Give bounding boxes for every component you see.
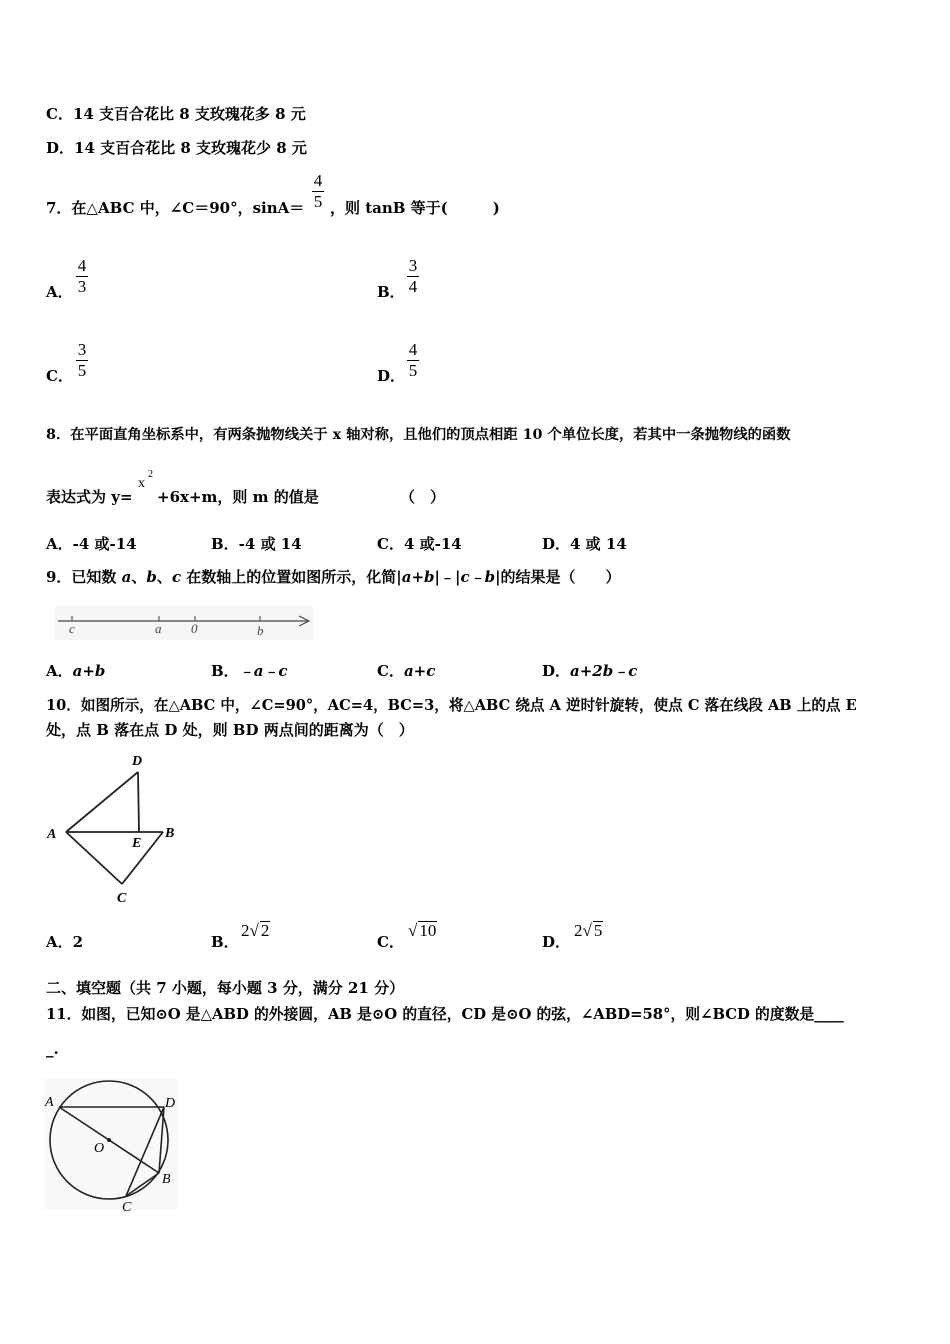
- q9-option-b-label: B．: [211, 662, 239, 680]
- q11-stem-line1: 11．如图，已知⊙O 是△ABD 的外接圆，AB 是⊙O 的直径，CD 是⊙O 的弦，∠ABD=58°，则∠BCD 的度数是____: [46, 1006, 844, 1023]
- q9-option-a: [46, 660, 105, 681]
- q9-option-c-expr: a+c: [403, 662, 436, 680]
- q8-stem-line1: 8．在平面直角坐标系中，有两条抛物线关于 x 轴对称，且他们的顶点相距 10 个单位长度，若其中一条抛物线的函数: [46, 427, 791, 443]
- q9-option-a-label: A．: [46, 662, 73, 680]
- q10-label-b: B: [165, 826, 175, 841]
- q9-stem: [46, 566, 621, 587]
- q10-segment-ad: [66, 772, 138, 832]
- q8-stem-line2-b: +6x+m，则 m 的值是: [157, 488, 319, 506]
- q8-x-variable: x: [138, 476, 145, 491]
- q10-stem-line1: 10．如图所示，在△ABC 中，∠C=90°，AC=4，BC=3，将△ABC 绕点 A 逆时针旋转，使点 C 落在线段 AB 上的点 E: [46, 697, 857, 714]
- q11-center-point: [107, 1138, 111, 1142]
- q9-option-b: [211, 660, 288, 681]
- q9-sep2: 、: [156, 568, 172, 586]
- q11-label-d: D: [165, 1096, 176, 1111]
- q10-option-a: A．2: [46, 933, 84, 951]
- q7-stem-fraction: 4 5: [313, 171, 323, 211]
- q10-option-b-coef: 2: [241, 921, 250, 940]
- q9-option-c: [377, 660, 435, 681]
- q7-option-a-label: A．: [46, 283, 73, 301]
- q9-option-d-label: D．: [542, 662, 571, 680]
- q9-number-line: [55, 606, 315, 642]
- q9-axis-label-a: a: [155, 621, 162, 636]
- q9-abs2: c﹣b: [460, 568, 496, 586]
- q10-label-e: E: [132, 836, 142, 851]
- q8-option-a: A．-4 或-14: [46, 535, 137, 553]
- section-2-title: 二、填空题（共 7 小题，每小题 3 分，满分 21 分）: [46, 979, 405, 997]
- q10-option-c-radicand: 10: [419, 921, 437, 940]
- q7-option-d-label: D．: [377, 367, 406, 385]
- q10-option-c-expr: √ 10: [408, 921, 437, 940]
- q10-label-a: A: [47, 827, 57, 842]
- q9-var-b: b: [146, 568, 157, 586]
- q9-axis-label-c: c: [69, 621, 75, 636]
- q10-option-c-label: C．: [377, 933, 404, 951]
- q9-stem-part3: |的结果是（ ）: [495, 568, 621, 586]
- q11-label-a: A: [45, 1095, 54, 1110]
- q7-option-d-fraction: 4 5: [408, 340, 418, 380]
- q9-option-d: [542, 660, 637, 681]
- q8-answer-paren: （ ）: [400, 488, 446, 506]
- q11-figure-bg: [44, 1078, 178, 1210]
- q9-option-b-expr: ﹣a﹣c: [238, 662, 288, 680]
- q8-exponent: 2: [148, 469, 153, 480]
- q10-label-d: D: [132, 754, 143, 769]
- q7-stem-b: ，则 tanB 等于( ): [330, 199, 500, 217]
- q11-figure: [42, 1078, 182, 1214]
- q8-option-b: B．-4 或 14: [211, 535, 302, 553]
- q9-axis-label-b: b: [257, 623, 264, 638]
- q10-option-b-expr: 2√ 2: [241, 921, 270, 940]
- q8-option-d: D．4 或 14: [542, 535, 627, 553]
- q10-option-d-expr: 2√ 5: [574, 921, 603, 940]
- q6-option-c: C．14 支百合花比 8 支玫瑰花多 8 元: [46, 105, 306, 123]
- q9-sep1: 、: [131, 568, 147, 586]
- q9-abs1: a+b: [401, 568, 435, 586]
- q10-segment-ac: [66, 832, 122, 884]
- q10-stem-line2: 处，点 B 落在点 D 处，则 BD 两点间的距离为（ ）: [46, 721, 414, 739]
- q9-number-line-bg: [55, 606, 313, 640]
- q10-option-b-label: B．: [211, 933, 239, 951]
- q9-var-a: a: [121, 568, 132, 586]
- q7-option-c-fraction: 3 5: [77, 340, 87, 380]
- q9-stem-part1: 9．已知数: [46, 568, 122, 586]
- q10-label-c: C: [117, 891, 127, 906]
- q11-stem-line2: _.: [46, 1040, 59, 1058]
- q6-option-d: D．14 支百合花比 8 支玫瑰花少 8 元: [46, 139, 307, 157]
- q9-stem-part2: 在数轴上的位置如图所示，化简|: [181, 568, 402, 586]
- q9-option-d-expr: a+2b﹣c: [570, 662, 638, 680]
- q8-option-c: C．4 或-14: [377, 535, 462, 553]
- q11-label-o: O: [94, 1141, 105, 1156]
- q9-option-a-expr: a+b: [72, 662, 106, 680]
- q9-mid: |﹣|: [434, 568, 461, 586]
- q7-option-b-fraction: 3 4: [408, 256, 418, 296]
- q10-segment-cb: [122, 832, 163, 884]
- q10-option-d-label: D．: [542, 933, 571, 951]
- q8-stem-line2-a: 表达式为 y=: [46, 488, 133, 506]
- q9-var-c: c: [171, 568, 182, 586]
- q10-segment-de: [138, 772, 139, 832]
- q10-option-b-radicand: 2: [260, 921, 270, 940]
- q10-figure: [44, 750, 194, 910]
- q9-option-c-label: C．: [377, 662, 404, 680]
- q7-option-a-fraction: 4 3: [77, 256, 87, 296]
- q7-option-c-label: C．: [46, 367, 73, 385]
- q11-label-b: B: [162, 1172, 171, 1187]
- q10-option-d-coef: 2: [574, 921, 583, 940]
- q11-label-c: C: [122, 1200, 132, 1215]
- q9-axis-label-0: 0: [191, 621, 198, 636]
- q7-stem-a: 7．在△ABC 中，∠C＝90°，sinA＝: [46, 199, 305, 217]
- q7-option-b-label: B．: [377, 283, 405, 301]
- q10-option-d-radicand: 5: [593, 921, 603, 940]
